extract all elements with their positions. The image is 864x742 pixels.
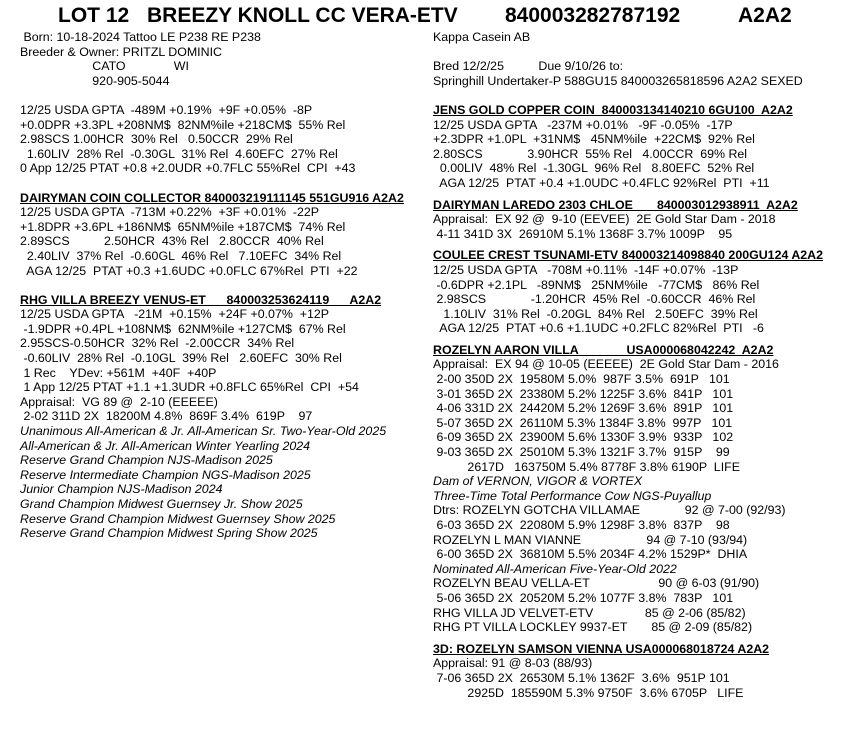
honor-line: Grand Champion Midwest Guernsey Jr. Show 2025: [20, 497, 303, 511]
record-line: 5-07 365D 2X 26110M 5.3% 1384F 3.8% 997P 101: [433, 415, 733, 430]
sire-line: 2.40LIV 37% Rel -0.60GL 46% Rel 7.10EFC 34% Rel: [20, 248, 342, 263]
record-line: 2617D 163750M 5.4% 8778F 3.8% 6190P LIFE: [433, 459, 740, 474]
daughter-line: Nominated All-American Five-Year-Old 2022: [433, 561, 677, 576]
daughter-line: RHG VILLA JD VELVET-ETV 85 @ 2-06 (85/82): [433, 605, 746, 620]
sire-block: [20, 191, 425, 279]
sire-line: AGA 12/25 PTAT +0.4 +1.0UDC +0.4FLC 92%Rel PTI +11: [433, 175, 770, 190]
service-sire: Springhill Undertaker-P 588GU15 840003265818596 A2A2 SEXED: [433, 73, 803, 88]
record-line: 7-06 365D 2X 26530M 5.1% 1362F 3.6% 951P 101: [433, 670, 730, 685]
sire-line: 0.00LIV 48% Rel -1.30GL 96% Rel 8.80EFC 52% Rel: [433, 161, 755, 176]
record-line: 4-06 331D 2X 24420M 5.2% 1269F 3.6% 891P 101: [433, 401, 734, 416]
sire-line: 12/25 USDA GPTA -237M +0.01% -9F -0.05% -17P: [433, 117, 733, 132]
breeder-city: CATO WI: [20, 59, 189, 74]
maternal-granddam-block: [433, 343, 858, 635]
daughter-line: 5-06 365D 2X 20520M 5.2% 1077F 3.8% 783P 101: [433, 590, 734, 605]
eval-line: 12/25 USDA GPTA -489M +0.19% +9F +0.05% -8P: [20, 102, 313, 117]
honor-line: Reserve Grand Champion Midwest Guernsey Show 2025: [20, 511, 336, 526]
sire-line: 12/25 USDA GPTA -713M +0.22% +3F +0.01% -22P: [20, 205, 320, 220]
sire-line: AGA 12/25 PTAT +0.3 +1.6UDC +0.0FLC 67%Rel PTI +22: [20, 263, 358, 278]
grandsire-line: -0.6DPR +2.1PL -89NM$ 25NM%ile -77CM$ 86% Rel: [433, 277, 760, 292]
animal-name: BREEZY KNOLL CC VERA-ETV: [147, 4, 458, 27]
lot-header: [0, 4, 864, 32]
animal-id: 840003282787192: [505, 4, 681, 27]
bred-line: Bred 12/2/25 Due 9/10/26 to:: [433, 59, 624, 74]
dam-line: Appraisal: VG 89 @ 2-10 (EEEEE): [20, 394, 218, 409]
record-line: 2925D 185590M 5.3% 9750F 3.6% 6705P LIFE: [433, 685, 744, 700]
dam-line: 2.95SCS-0.50HCR 32% Rel -2.00CCR 34% Rel: [20, 336, 295, 351]
honor-line: Reserve Grand Champion NJS-Madison 2025: [20, 453, 273, 468]
born-line: Born: 10-18-2024 Tattoo LE P238 RE P238: [20, 30, 261, 44]
breeder-line: Breeder & Owner: PRITZL DOMINIC: [20, 44, 222, 59]
sire-line: +1.8DPR +3.6PL +186NM$ 65NM%ile +187CM$ 74% Rel: [20, 219, 346, 234]
note-line: Dam of VERNON, VIGOR & VORTEX: [433, 474, 643, 489]
dam-title: RHG VILLA BREEZY VENUS-ET 840003253624119 A2A2: [20, 292, 382, 307]
sire-line: 2.89SCS 2.50HCR 43% Rel 2.80CCR 40% Rel: [20, 234, 324, 249]
breeder-phone: 920-905-5044: [20, 73, 170, 88]
animal-evaluations: [20, 103, 425, 176]
grandsire-line: 1.10LIV 31% Rel -0.20GL 84% Rel 2.50EFC 39% Rel: [433, 306, 758, 321]
daughter-line: 6-03 365D 2X 22080M 5.9% 1298F 3.8% 837P 98: [433, 518, 730, 532]
dam-line: -1.9DPR +0.4PL +108NM$ 62NM%ile +127CM$ 67% Rel: [20, 321, 346, 336]
granddam-title: DAIRYMAN LAREDO 2303 CHLOE 840003012938911 A2A2: [433, 197, 798, 212]
maternal-grandsire-block: [433, 248, 858, 336]
honor-line: Unanimous All-American & Jr. All-American Sr. Two-Year-Old 2025: [20, 424, 387, 439]
lot-number: LOT 12: [58, 4, 130, 27]
honor-line: Reserve Intermediate Champion NGS-Madison 2025: [20, 467, 311, 482]
grandsire-title: COULEE CREST TSUNAMI-ETV 840003214098840 200GU124 A2A2: [433, 248, 824, 263]
dam-line: 2-02 311D 2X 18200M 4.8% 869F 3.4% 619P 97: [20, 409, 313, 424]
record-line: 2-00 350D 2X 19580M 5.0% 987F 3.5% 691P 101: [433, 372, 730, 387]
granddam-line: Appraisal: EX 92 @ 9-10 (EEVEE) 2E Gold Star Dam - 2018: [433, 212, 776, 227]
record-line: 3-01 365D 2X 23380M 5.2% 1225F 3.6% 841P 101: [433, 386, 734, 401]
sire-line: 2.80SCS 3.90HCR 55% Rel 4.00CCR 69% Rel: [433, 146, 748, 161]
honor-line: Junior Champion NJS-Madison 2024: [20, 482, 223, 497]
left-column: [20, 30, 425, 541]
dam-block: [20, 293, 425, 541]
granddam-block: [433, 198, 858, 242]
daughter-line: RHG PT VILLA LOCKLEY 9937-ET 85 @ 2-09 (85/82): [433, 620, 753, 635]
daughter-line: ROZELYN L MAN VIANNE 94 @ 7-10 (93/94): [433, 532, 748, 547]
dam-line: -0.60LIV 28% Rel -0.10GL 39% Rel 2.60EFC 30% Rel: [20, 351, 342, 366]
third-dam-title: 3D: ROZELYN SAMSON VIENNA USA000068018724 A2A2: [433, 641, 770, 656]
grandsire-line: 12/25 USDA GPTA -708M +0.11% -14F +0.07% -13P: [433, 262, 739, 277]
eval-line: +0.0DPR +3.3PL +208NM$ 82NM%ile +218CM$ 55% Rel: [20, 117, 346, 132]
honor-line: All-American & Jr. All-American Winter Yearling 2024: [20, 438, 311, 453]
kappa-casein: Kappa Casein AB: [433, 30, 531, 44]
record-line: 9-03 365D 2X 25010M 5.3% 1321F 3.7% 915P 99: [433, 445, 730, 460]
third-dam-block: [433, 642, 858, 700]
granddam-title: ROZELYN AARON VILLA USA000068042242 A2A2: [433, 342, 774, 357]
dam-line: 12/25 USDA GPTA -21M +0.15% +24F +0.07% +12P: [20, 307, 330, 322]
note-line: Three-Time Total Performance Cow NGS-Puyallup: [433, 488, 712, 503]
eval-line: 2.98SCS 1.00HCR 30% Rel 0.50CCR 29% Rel: [20, 132, 293, 147]
record-line: 6-09 365D 2X 23900M 5.6% 1330F 3.9% 933P 102: [433, 430, 734, 445]
record-line: Appraisal: 91 @ 8-03 (88/93): [433, 656, 593, 671]
dam-line: 1 App 12/25 PTAT +1.1 +1.3UDR +0.8FLC 65%Rel CPI +54: [20, 380, 359, 395]
granddam-line: 4-11 341D 3X 26910M 5.1% 1368F 3.7% 1009P 95: [433, 226, 733, 241]
a2-status: A2A2: [738, 4, 792, 27]
grandsire-line: AGA 12/25 PTAT +0.6 +1.1UDC +0.2FLC 82%Rel PTI -6: [433, 321, 764, 336]
eval-line: 0 App 12/25 PTAT +0.8 +2.0UDR +0.7FLC 55%Rel CPI +43: [20, 161, 356, 176]
daughter-line: ROZELYN BEAU VELLA-ET 90 @ 6-03 (91/90): [433, 576, 760, 591]
daughter-line: Dtrs: ROZELYN GOTCHA VILLAMAE 92 @ 7-00 (92/93): [433, 503, 786, 518]
right-column: [433, 30, 858, 700]
eval-line: 1.60LIV 28% Rel -0.30GL 31% Rel 4.60EFC 27% Rel: [20, 146, 338, 161]
sire-title: JENS GOLD COPPER COIN 840003134140210 6GU100 A2A2: [433, 102, 793, 117]
daughters-list: [433, 503, 858, 634]
grandsire-line: 2.98SCS -1.20HCR 45% Rel -0.60CCR 46% Rel: [433, 292, 756, 307]
daughter-line: 6-00 365D 2X 36810M 5.5% 2034F 4.2% 1529P* DHIA: [433, 547, 748, 562]
record-line: Appraisal: EX 94 @ 10-05 (EEEEE) 2E Gold Star Dam - 2016: [433, 357, 779, 372]
sire-line: +2.3DPR +1.0PL +31NM$ 45NM%ile +22CM$ 92% Rel: [433, 132, 755, 147]
sire-block: [433, 103, 858, 191]
honor-line: Reserve Grand Champion Midwest Spring Show 2025: [20, 526, 318, 541]
sire-title: DAIRYMAN COIN COLLECTOR 840003219111145 551GU916 A2A2: [20, 190, 404, 205]
dam-line: 1 Rec YDev: +561M +40F +40P: [20, 365, 217, 380]
